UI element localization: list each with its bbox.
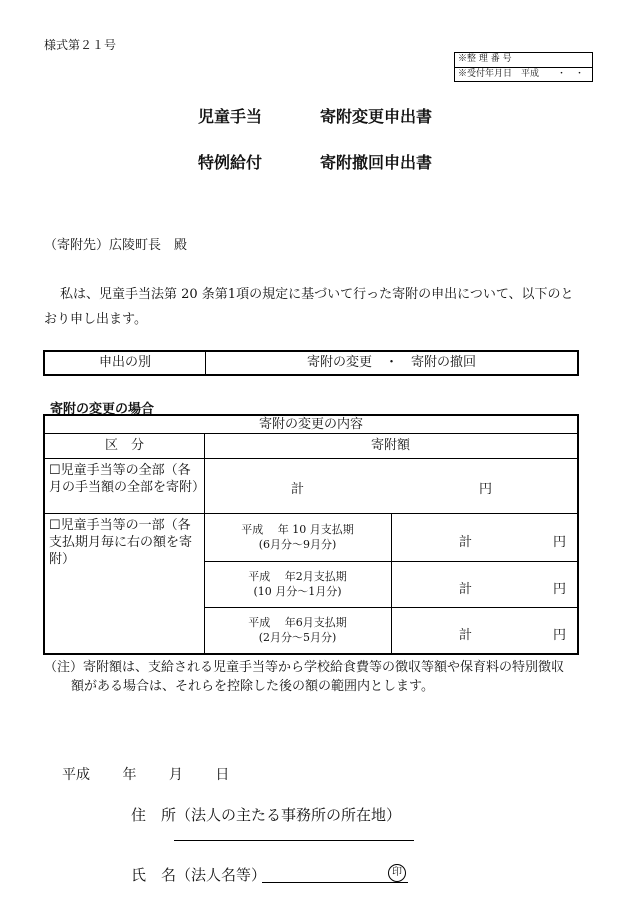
yen-unit: 円: [553, 535, 567, 550]
period-february: [204, 569, 391, 599]
title-child-allowance: 児童手当: [198, 107, 263, 126]
column-header-category: 区 分: [104, 438, 144, 453]
footnote-line-2: 額がある場合は、それらを控除した後の額の範囲内とします。: [71, 679, 434, 694]
period-months: (10 月分～1月分): [253, 585, 342, 598]
office-use-reference-number: ※整 理 番 号: [458, 54, 512, 64]
date-field[interactable]: 平成 年 月 日: [62, 767, 230, 783]
section-heading-change: 寄附の変更の場合: [50, 402, 155, 417]
office-use-box: [454, 52, 593, 82]
period-months: (2月分～5月分): [258, 631, 337, 644]
seal-stamp: 印: [388, 864, 406, 882]
office-use-received-date: ※受付年月日 平成 ・ ・: [455, 67, 592, 81]
total-label: 計: [459, 582, 473, 597]
address-label: 住 所（法人の主たる事務所の所在地）: [131, 806, 402, 824]
grid-line: [45, 513, 577, 514]
title-special-benefit: 特例給付: [198, 153, 263, 172]
request-type-options[interactable]: 寄附の変更 ・ 寄附の撤回: [306, 355, 476, 370]
period-label: 平成 年 10 月支払期: [241, 523, 354, 536]
yen-unit: 円: [553, 628, 567, 643]
period-label: 平成 年6月支払期: [248, 616, 347, 629]
title-donation-change: 寄附変更申出書: [320, 107, 433, 126]
total-label: 計: [291, 482, 305, 497]
period-october: [204, 522, 391, 552]
period-months: (6月分～9月分): [258, 538, 337, 551]
total-label: 計: [459, 628, 473, 643]
category-all-checkbox[interactable]: ☐児童手当等の全部（各月の手当額の全部を寄附）: [49, 463, 206, 495]
yen-unit: 円: [553, 582, 567, 597]
footnote-line-1: （注）寄附額は、支給される児童手当等から学校給食費等の徴収等額や保育料の特別徴収: [44, 660, 565, 675]
name-input-line[interactable]: [262, 882, 408, 883]
grid-line: [391, 513, 392, 653]
address-input-line[interactable]: [174, 840, 414, 841]
yen-unit: 円: [479, 482, 493, 497]
period-label: 平成 年2月支払期: [248, 570, 347, 583]
category-part-checkbox[interactable]: ☐児童手当等の一部（各支払期月毎に右の額を寄附）: [49, 518, 193, 567]
declaration-text: 私は、児童手当法第 20 条第1項の規定に基づいて行った寄附の申出について、以下のとおり申し出ます。: [44, 287, 574, 327]
grid-line: [45, 458, 577, 459]
title-donation-withdrawal: 寄附撤回申出書: [320, 153, 433, 172]
name-label: 氏 名（法人名等）: [131, 866, 267, 884]
addressee: （寄附先）広陵町長 殿: [44, 238, 188, 253]
period-june: [204, 615, 391, 645]
donation-change-table: [43, 414, 579, 655]
table-header: 寄附の変更の内容: [258, 417, 363, 432]
column-header-amount: 寄附額: [370, 438, 410, 453]
request-type-table: [43, 350, 579, 376]
form-number: 様式第２１号: [44, 38, 117, 52]
request-type-label: 申出の別: [45, 352, 206, 374]
footnote: [44, 658, 584, 696]
total-label: 計: [459, 535, 473, 550]
